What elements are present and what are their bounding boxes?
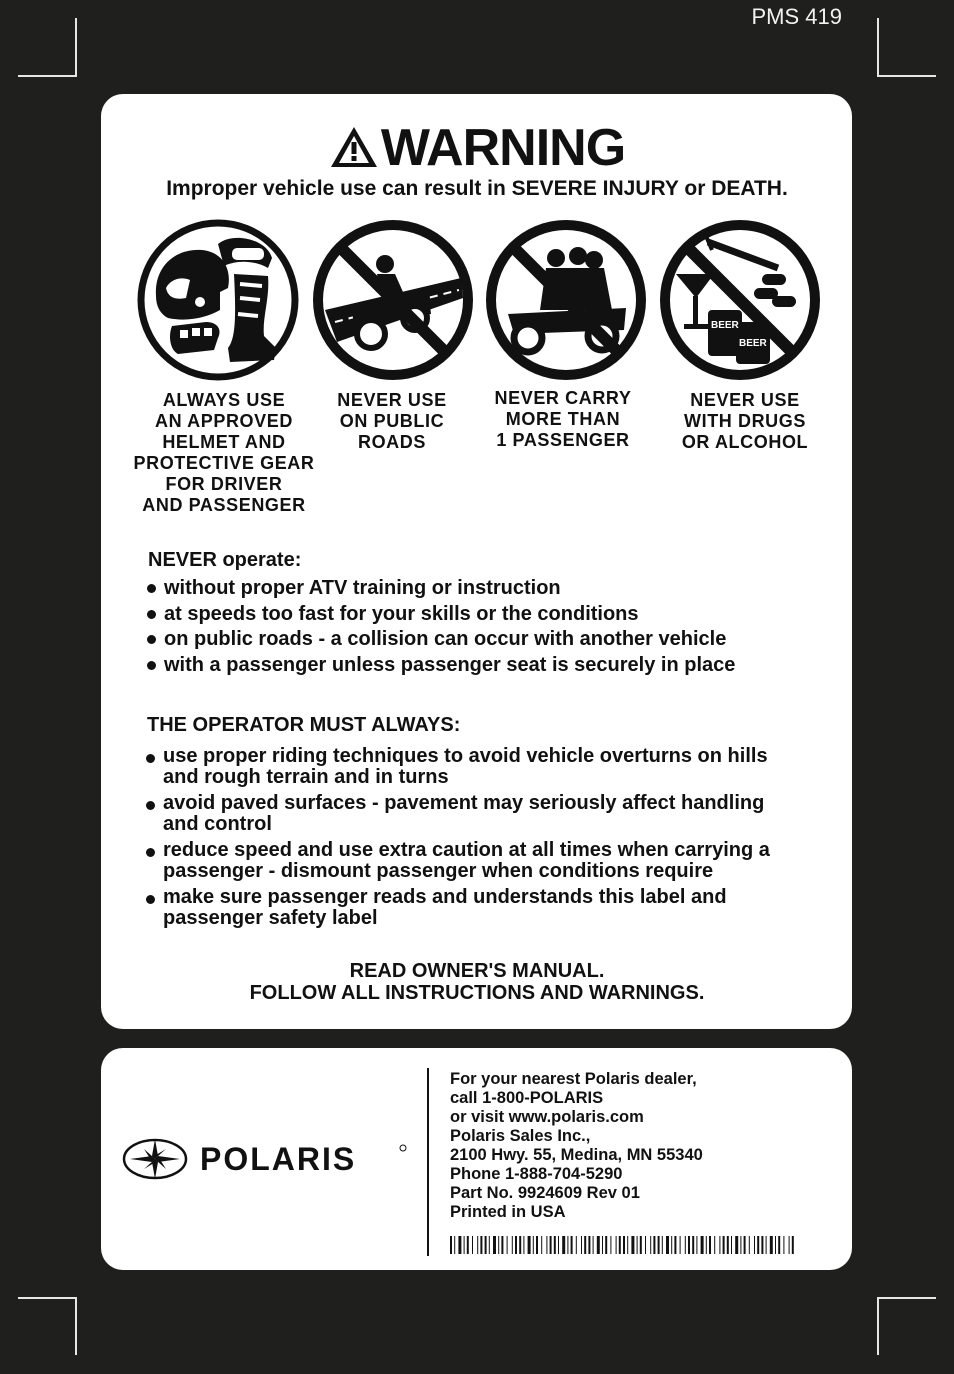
caption-public-roads: NEVER USE ON PUBLIC ROADS bbox=[337, 390, 447, 452]
caption-drugs-alcohol: NEVER USE WITH DRUGS OR ALCOHOL bbox=[681, 390, 809, 452]
no-public-roads-icon bbox=[311, 218, 475, 382]
caption-helmet: ALWAYS USE AN APPROVED HELMET AND PROTECTIVE GEAR FOR DRIVER AND PASSENGER bbox=[133, 390, 315, 515]
list-item: at speeds too fast for your skills or the conditions bbox=[147, 602, 735, 628]
polaris-wordmark: POLARIS bbox=[200, 1141, 357, 1177]
no-drugs-alcohol-icon bbox=[658, 218, 822, 382]
footer-divider bbox=[427, 1068, 429, 1256]
helmet-gear-icon bbox=[136, 218, 300, 382]
list-item: without proper ATV training or instruction bbox=[147, 576, 735, 602]
never-heading: NEVER operate: bbox=[148, 549, 302, 571]
polaris-logo bbox=[122, 1137, 412, 1186]
read-manual-notice: READ OWNER'S MANUAL. FOLLOW ALL INSTRUCTIONS AND WARNINGS. bbox=[249, 960, 705, 1004]
beer-label-1: BEER bbox=[711, 320, 739, 331]
no-extra-passenger-icon bbox=[484, 218, 648, 382]
list-item: use proper riding techniques to avoid vehicle overturns on hills and rough terrain and in turns bbox=[146, 746, 770, 788]
list-item: with a passenger unless passenger seat is securely in place bbox=[147, 653, 735, 679]
part-barcode bbox=[450, 1236, 796, 1254]
list-item: on public roads - a collision can occur with another vehicle bbox=[147, 627, 735, 653]
dealer-contact-info: For your nearest Polaris dealer, call 1-800-POLARIS or visit www.polaris.com Polaris Sales Inc., 2100 Hwy. 55, Medina, MN 55340 Phone 1-888-704-5290 Part No. 9924609 Rev 01 Printed in USA bbox=[450, 1070, 703, 1221]
beer-label-2: BEER bbox=[739, 338, 767, 349]
must-heading: THE OPERATOR MUST ALWAYS: bbox=[147, 714, 461, 736]
caption-passenger: NEVER CARRY MORE THAN 1 PASSENGER bbox=[494, 388, 632, 450]
list-item: avoid paved surfaces - pavement may seriously affect handling and control bbox=[146, 793, 770, 835]
must-list bbox=[146, 746, 770, 934]
warning-title-text: WARNING bbox=[380, 119, 626, 177]
list-item: make sure passenger reads and understands this label and passenger safety label bbox=[146, 887, 770, 929]
warning-title bbox=[0, 118, 954, 178]
alert-triangle-icon bbox=[329, 125, 379, 169]
pms-color-code: PMS 419 bbox=[751, 4, 842, 29]
warning-subtitle: Improper vehicle use can result in SEVERE INJURY or DEATH. bbox=[166, 177, 788, 200]
list-item: reduce speed and use extra caution at all times when carrying a passenger - dismount passenger when conditions require bbox=[146, 840, 770, 882]
never-list bbox=[147, 576, 735, 679]
